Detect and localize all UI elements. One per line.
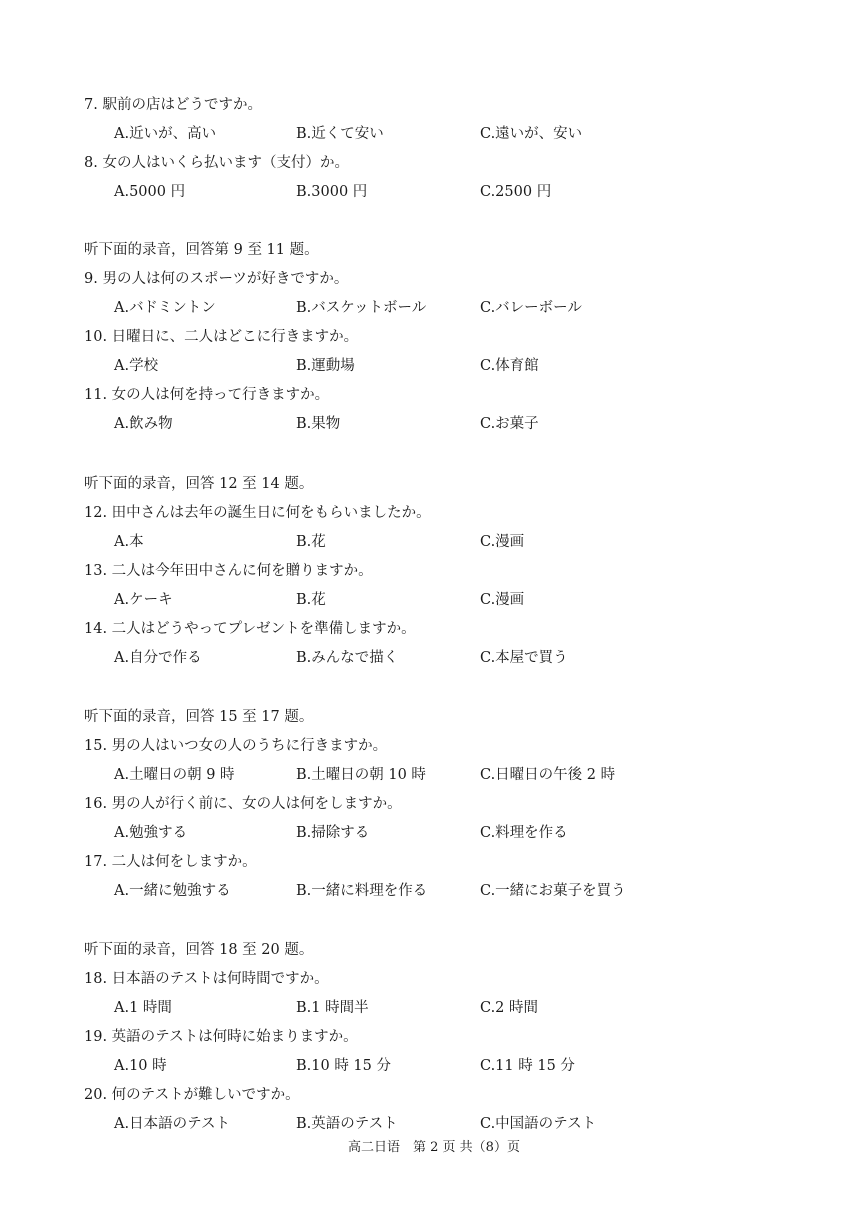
option-b: B.近くて安い: [296, 126, 384, 142]
option-b: B.バスケットボール: [296, 300, 427, 316]
question-10: [84, 323, 844, 352]
options-20: [84, 1110, 844, 1139]
question-text: 14. 二人はどうやってプレゼントを準備しますか。: [84, 621, 416, 637]
question-text: 16. 男の人が行く前に、女の人は何をしますか。: [84, 796, 402, 812]
page-footer: 高二日语 第 2 页 共（8）页: [348, 1140, 520, 1155]
question-8: [84, 149, 844, 178]
option-c: C.漫画: [480, 534, 525, 550]
option-b: B.掃除する: [296, 825, 370, 841]
question-text: 18. 日本語のテストは何時間ですか。: [84, 971, 329, 987]
options-17: [84, 877, 844, 906]
option-c: C.お菓子: [480, 416, 539, 432]
option-a: A.近いが、高い: [114, 126, 217, 142]
question-text: 15. 男の人はいつ女の人のうちに行きますか。: [84, 738, 388, 754]
question-text: 19. 英語のテストは何時に始まりますか。: [84, 1029, 358, 1045]
question-14: [84, 615, 844, 644]
question-17: [84, 848, 844, 877]
options-11: [84, 410, 844, 439]
question-12: [84, 499, 844, 528]
question-block-12-14: [84, 470, 844, 673]
question-block-18-20: [84, 936, 844, 1139]
question-text: 7. 駅前の店はどうですか。: [84, 97, 262, 113]
option-a: A.5000 円: [114, 184, 186, 200]
option-c: C.漫画: [480, 592, 525, 608]
question-20: [84, 1081, 844, 1110]
question-19: [84, 1023, 844, 1052]
question-block-15-17: [84, 703, 844, 906]
option-b: B.3000 円: [296, 184, 368, 200]
question-18: [84, 965, 844, 994]
question-block-7-8: [84, 91, 844, 207]
option-b: B.1 時間半: [296, 1000, 369, 1016]
option-a: A.ケーキ: [114, 592, 173, 608]
option-c: C.バレーボール: [480, 300, 582, 316]
option-b: B.果物: [296, 416, 341, 432]
question-text: 12. 田中さんは去年の誕生日に何をもらいましたか。: [84, 505, 431, 521]
question-13: [84, 557, 844, 586]
question-7: [84, 91, 844, 120]
option-a: A.日本語のテスト: [114, 1116, 230, 1132]
option-c: C.料理を作る: [480, 825, 568, 841]
options-12: [84, 528, 844, 557]
option-c: C.体育館: [480, 358, 539, 374]
section-instruction: 听下面的录音，回答 18 至 20 题。: [84, 942, 314, 958]
options-7: [84, 120, 844, 149]
question-11: [84, 381, 844, 410]
option-a: A.10 時: [114, 1058, 167, 1074]
option-c: C.中国語のテスト: [480, 1116, 597, 1132]
options-10: [84, 352, 844, 381]
question-text: 13. 二人は今年田中さんに何を贈りますか。: [84, 563, 373, 579]
option-c: C.本屋で買う: [480, 650, 568, 666]
option-a: A.本: [114, 534, 144, 550]
option-a: A.バドミントン: [114, 300, 216, 316]
options-15: [84, 761, 844, 790]
options-8: [84, 178, 844, 207]
option-b: B.英語のテスト: [296, 1116, 398, 1132]
question-text: 11. 女の人は何を持って行きますか。: [84, 387, 330, 403]
section-instruction: 听下面的录音，回答第 9 至 11 题。: [84, 242, 319, 258]
options-14: [84, 644, 844, 673]
option-a: A.学校: [114, 358, 159, 374]
options-9: [84, 294, 844, 323]
question-text: 8. 女の人はいくら払います（支付）か。: [84, 155, 349, 171]
option-c: C.2 時間: [480, 1000, 539, 1016]
question-block-9-11: [84, 236, 844, 439]
option-b: B.土曜日の朝 10 時: [296, 767, 426, 783]
options-18: [84, 994, 844, 1023]
options-13: [84, 586, 844, 615]
question-text: 20. 何のテストが難しいですか。: [84, 1087, 300, 1103]
options-16: [84, 819, 844, 848]
option-a: A.1 時間: [114, 1000, 172, 1016]
option-c: C.2500 円: [480, 184, 552, 200]
option-b: B.10 時 15 分: [296, 1058, 391, 1074]
question-text: 10. 日曜日に、二人はどこに行きますか。: [84, 329, 359, 345]
option-a: A.飲み物: [114, 416, 173, 432]
option-c: C.遠いが、安い: [480, 126, 583, 142]
option-b: B.花: [296, 534, 326, 550]
option-a: A.一緒に勉強する: [114, 883, 231, 899]
option-a: A.土曜日の朝 9 時: [114, 767, 235, 783]
option-b: B.花: [296, 592, 326, 608]
question-text: 17. 二人は何をしますか。: [84, 854, 257, 870]
section-instruction: 听下面的录音，回答 15 至 17 题。: [84, 709, 314, 725]
option-a: A.勉強する: [114, 825, 188, 841]
question-15: [84, 732, 844, 761]
options-19: [84, 1052, 844, 1081]
section-instruction: 听下面的录音，回答 12 至 14 题。: [84, 476, 314, 492]
option-b: B.運動場: [296, 358, 355, 374]
option-b: B.みんなで描く: [296, 650, 399, 666]
option-c: C.日曜日の午後 2 時: [480, 767, 616, 783]
option-c: C.11 時 15 分: [480, 1058, 575, 1074]
question-16: [84, 790, 844, 819]
option-b: B.一緒に料理を作る: [296, 883, 428, 899]
question-9: [84, 265, 844, 294]
option-c: C.一緒にお菓子を買う: [480, 883, 626, 899]
question-text: 9. 男の人は何のスポーツが好きですか。: [84, 271, 349, 287]
option-a: A.自分で作る: [114, 650, 202, 666]
